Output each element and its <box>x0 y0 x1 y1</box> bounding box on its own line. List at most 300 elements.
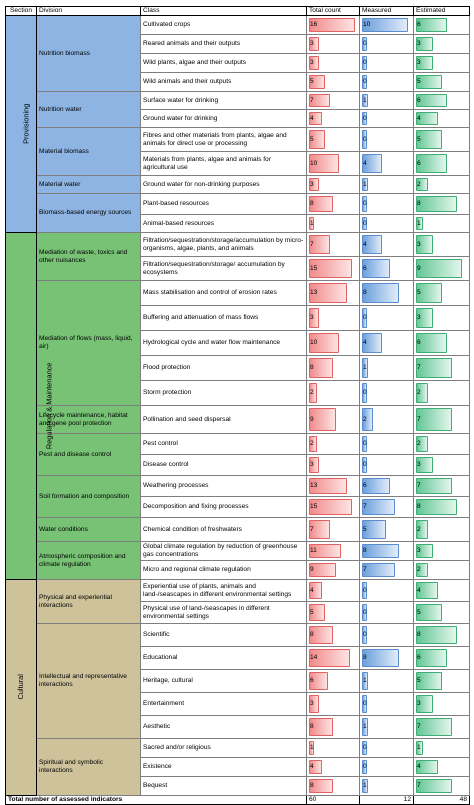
measured-value: 0 <box>363 219 367 227</box>
measured-value: 6 <box>363 482 367 490</box>
estimated-cell <box>414 257 470 281</box>
total-value: 6 <box>310 677 314 685</box>
estimated-value: 7 <box>417 482 421 490</box>
estimated-cell <box>414 16 470 35</box>
estimated-cell <box>414 152 470 176</box>
estimated-value: 3 <box>417 700 421 708</box>
total-cell <box>307 152 360 176</box>
total-value: 1 <box>310 219 314 227</box>
header-section: Section <box>6 7 37 16</box>
estimated-value: 5 <box>417 78 421 86</box>
total-value: 16 <box>310 21 318 29</box>
measured-cell <box>360 356 414 381</box>
estimated-cell <box>414 92 470 110</box>
total-value: 8 <box>310 364 314 372</box>
estimated-cell <box>414 476 470 497</box>
measured-value: 7 <box>363 503 367 511</box>
total-value: 11 <box>310 547 317 555</box>
total-cell <box>307 406 360 434</box>
total-cell <box>307 670 360 693</box>
class-cell: Educational <box>141 647 307 670</box>
measured-value: 0 <box>363 763 367 771</box>
total-cell <box>307 542 360 561</box>
estimated-cell <box>414 406 470 434</box>
measured-cell <box>360 647 414 670</box>
total-cell <box>307 624 360 647</box>
division-cell: Biomass-based energy sources <box>37 194 141 233</box>
division-cell: Material biomass <box>37 128 141 176</box>
estimated-value: 9 <box>417 264 421 272</box>
total-value: 13 <box>310 289 318 297</box>
class-cell: Storm protection <box>141 381 307 406</box>
total-cell <box>307 16 360 35</box>
estimated-cell <box>414 518 470 542</box>
total-value: 10 <box>310 159 318 167</box>
estimated-cell <box>414 381 470 406</box>
measured-cell <box>360 739 414 758</box>
total-cell <box>307 602 360 624</box>
measured-value: 10 <box>363 21 371 29</box>
estimated-cell <box>414 580 470 602</box>
estimated-value: 6 <box>417 654 421 662</box>
total-value: 7 <box>310 525 314 533</box>
estimated-value: 8 <box>417 631 421 639</box>
class-cell: Heritage, cultural <box>141 670 307 693</box>
total-cell <box>307 693 360 716</box>
estimated-cell <box>414 176 470 194</box>
measured-value: 0 <box>363 40 367 48</box>
total-cell <box>307 381 360 406</box>
total-value: 9 <box>310 566 314 574</box>
measured-value: 1 <box>363 677 367 685</box>
division-cell: Intellectual and representative interactions <box>37 624 141 739</box>
measured-value: 0 <box>363 200 367 208</box>
total-value: 13 <box>310 482 318 490</box>
division-cell: Mediation of waste, toxics and other nuisances <box>37 233 141 281</box>
total-value: 3 <box>310 59 314 67</box>
indicator-table <box>5 6 470 805</box>
measured-cell <box>360 476 414 497</box>
measured-cell <box>360 716 414 739</box>
total-value: 8 <box>310 782 314 790</box>
class-cell: Disease control <box>141 455 307 476</box>
header-class: Class <box>141 7 307 16</box>
measured-value: 5 <box>363 525 367 533</box>
estimated-cell <box>414 455 470 476</box>
total-value: 8 <box>310 723 314 731</box>
class-cell: Aesthetic <box>141 716 307 739</box>
table-row <box>6 406 470 434</box>
class-cell: Cultivated crops <box>141 16 307 35</box>
measured-value: 0 <box>363 135 367 143</box>
total-row <box>6 796 470 805</box>
estimated-cell <box>414 670 470 693</box>
measured-value: 0 <box>363 114 367 122</box>
division-cell: Nutrition water <box>37 92 141 128</box>
total-value: 14 <box>310 654 318 662</box>
estimated-value: 8 <box>417 503 421 511</box>
total-value: 7 <box>310 240 314 248</box>
class-cell: Ground water for drinking <box>141 110 307 128</box>
estimated-value: 5 <box>417 135 421 143</box>
table-row <box>6 476 470 497</box>
estimated-value: 5 <box>417 289 421 297</box>
measured-value: 0 <box>363 608 367 616</box>
section-label: Provisioning <box>21 103 31 144</box>
measured-cell <box>360 306 414 331</box>
estimated-cell <box>414 497 470 518</box>
measured-cell <box>360 128 414 152</box>
total-cell <box>307 476 360 497</box>
class-cell: Materials from plants, algae and animals for agricultural use <box>141 152 307 176</box>
measured-cell <box>360 758 414 777</box>
estimated-cell <box>414 434 470 455</box>
estimated-bar <box>416 478 452 494</box>
class-cell: Entertainment <box>141 693 307 716</box>
total-cell <box>307 110 360 128</box>
table-row <box>6 580 470 602</box>
table-row <box>6 542 470 561</box>
measured-value: 8 <box>363 654 367 662</box>
measured-value: 1 <box>363 180 367 188</box>
class-cell: Fibres and other materials from plants, algae and animals for direct use or processing <box>141 128 307 152</box>
measured-cell <box>360 624 414 647</box>
estimated-bar <box>416 499 457 515</box>
table-row <box>6 16 470 35</box>
class-cell: Micro and regional climate regulation <box>141 561 307 580</box>
measured-cell <box>360 602 414 624</box>
section-label: Cultural <box>16 674 26 700</box>
division-cell: Water conditions <box>37 518 141 542</box>
estimated-bar <box>416 718 452 736</box>
class-cell: Flood protection <box>141 356 307 381</box>
measured-value: 0 <box>363 700 367 708</box>
estimated-value: 5 <box>417 677 421 685</box>
measured-cell <box>360 381 414 406</box>
measured-cell <box>360 35 414 54</box>
division-cell: Material water <box>37 176 141 194</box>
table-row <box>6 233 470 257</box>
total-value: 8 <box>310 631 314 639</box>
estimated-value: 5 <box>417 608 421 616</box>
estimated-cell <box>414 73 470 92</box>
table-row <box>6 281 470 306</box>
division-cell: Lifecycle maintenance, habitat and gene pool protection <box>37 406 141 434</box>
total-cell <box>307 580 360 602</box>
estimated-cell <box>414 758 470 777</box>
measured-cell <box>360 406 414 434</box>
class-cell: Wild animals and their outputs <box>141 73 307 92</box>
class-cell: Decomposition and fixing processes <box>141 497 307 518</box>
total-value: 15 <box>310 264 318 272</box>
estimated-value: 4 <box>417 763 421 771</box>
measured-bar <box>362 283 399 303</box>
class-cell: Surface water for drinking <box>141 92 307 110</box>
estimated-value: 3 <box>417 461 421 469</box>
class-cell: Weathering processes <box>141 476 307 497</box>
measured-cell <box>360 281 414 306</box>
estimated-cell <box>414 128 470 152</box>
header-estimated: Estimated <box>414 7 470 16</box>
measured-bar <box>362 649 399 667</box>
class-cell: Existence <box>141 758 307 777</box>
total-value: 3 <box>310 700 314 708</box>
measured-cell <box>360 455 414 476</box>
total-value: 5 <box>310 135 314 143</box>
total-cell <box>307 356 360 381</box>
measured-cell <box>360 152 414 176</box>
class-cell: Pollination and seed dispersal <box>141 406 307 434</box>
division-cell: Spiritual and symbolic interactions <box>37 739 141 796</box>
total-cell <box>307 257 360 281</box>
measured-value: 8 <box>363 289 367 297</box>
total-value: 2 <box>310 440 314 448</box>
measured-cell <box>360 16 414 35</box>
total-value: 4 <box>310 586 314 594</box>
estimated-cell <box>414 542 470 561</box>
class-cell: Mass stabilisation and control of erosion rates <box>141 281 307 306</box>
table-row <box>6 739 470 758</box>
estimated-value: 3 <box>417 547 421 555</box>
measured-cell <box>360 497 414 518</box>
total-cell <box>307 281 360 306</box>
total-cell <box>307 54 360 73</box>
estimated-value: 3 <box>417 240 421 248</box>
division-cell: Physical and experiential interactions <box>37 580 141 624</box>
measured-value: 4 <box>363 339 367 347</box>
estimated-value: 4 <box>417 114 421 122</box>
total-cell <box>307 497 360 518</box>
measured-value: 0 <box>363 461 367 469</box>
measured-cell <box>360 331 414 356</box>
measured-bar <box>362 544 399 558</box>
estimated-cell <box>414 233 470 257</box>
class-cell: Buffering and attenuation of mass flows <box>141 306 307 331</box>
class-cell: Scientific <box>141 624 307 647</box>
total-cell <box>307 128 360 152</box>
class-cell: Reared animals and their outputs <box>141 35 307 54</box>
class-cell: Global climate regulation by reduction of greenhouse gas concentrations <box>141 542 307 561</box>
measured-cell <box>360 542 414 561</box>
class-cell: Plant-based resources <box>141 194 307 215</box>
header-division: Division <box>37 7 141 16</box>
estimated-cell <box>414 693 470 716</box>
estimated-bar <box>416 626 457 644</box>
measured-value: 1 <box>363 782 367 790</box>
total-cell <box>307 92 360 110</box>
total-cell <box>307 194 360 215</box>
total-cell <box>307 561 360 580</box>
total-value: 15 <box>310 503 318 511</box>
total-value: 4 <box>310 763 314 771</box>
total-value: 4 <box>310 114 314 122</box>
estimated-cell <box>414 215 470 233</box>
estimated-value: 2 <box>417 180 421 188</box>
total-cell <box>307 35 360 54</box>
estimated-cell <box>414 54 470 73</box>
total-cell <box>307 647 360 670</box>
measured-cell <box>360 110 414 128</box>
total-value: 3 <box>310 461 314 469</box>
total-value: 3 <box>310 180 314 188</box>
estimated-cell <box>414 561 470 580</box>
class-cell: Hydrological cycle and water flow maintenance <box>141 331 307 356</box>
total-cell <box>307 233 360 257</box>
total-cell <box>307 176 360 194</box>
class-cell: Animal-based resources <box>141 215 307 233</box>
division-cell: Atmospheric composition and climate regulation <box>37 542 141 580</box>
estimated-cell <box>414 356 470 381</box>
estimated-cell <box>414 602 470 624</box>
total-value: 10 <box>310 339 318 347</box>
estimated-cell <box>414 35 470 54</box>
measured-cell <box>360 518 414 542</box>
total-value: 5 <box>310 608 314 616</box>
estimated-value: 3 <box>417 314 421 322</box>
table-row <box>6 518 470 542</box>
estimated-value: 2 <box>417 440 421 448</box>
estimated-value: 7 <box>417 723 421 731</box>
measured-cell <box>360 215 414 233</box>
class-cell: Experiential use of plants, animals and land-/seascapes in different environmental settings <box>141 580 307 602</box>
measured-value: 6 <box>363 264 367 272</box>
measured-cell <box>360 561 414 580</box>
section-cell <box>6 16 37 233</box>
measured-value: 0 <box>363 440 367 448</box>
measured-cell <box>360 693 414 716</box>
estimated-cell <box>414 777 470 796</box>
measured-value: 4 <box>363 159 367 167</box>
table-row <box>6 176 470 194</box>
estimated-value: 8 <box>417 200 421 208</box>
measured-cell <box>360 176 414 194</box>
total-cell <box>307 306 360 331</box>
division-cell: Pest and disease control <box>37 434 141 476</box>
measured-cell <box>360 73 414 92</box>
total-measured-value: 12 <box>360 796 414 805</box>
header-total-count: Total count <box>307 7 360 16</box>
estimated-value: 3 <box>417 40 421 48</box>
header-row <box>6 7 470 16</box>
measured-cell <box>360 92 414 110</box>
measured-value: 0 <box>363 586 367 594</box>
estimated-bar <box>416 196 457 212</box>
measured-value: 4 <box>363 240 367 248</box>
measured-value: 1 <box>363 96 367 104</box>
estimated-value: 6 <box>417 96 421 104</box>
measured-value: 0 <box>363 314 367 322</box>
estimated-cell <box>414 281 470 306</box>
estimated-bar <box>416 408 452 431</box>
estimated-value: 6 <box>417 21 421 29</box>
division-cell: Soil formation and composition <box>37 476 141 518</box>
estimated-value: 6 <box>417 339 421 347</box>
measured-cell <box>360 434 414 455</box>
total-cell <box>307 777 360 796</box>
estimated-cell <box>414 716 470 739</box>
total-cell <box>307 73 360 92</box>
total-label: Total number of assessed indicators <box>6 796 307 805</box>
estimated-value: 2 <box>417 525 421 533</box>
class-cell: Ground water for non-drinking purposes <box>141 176 307 194</box>
estimated-cell <box>414 624 470 647</box>
total-value: 2 <box>310 389 314 397</box>
estimated-cell <box>414 647 470 670</box>
estimated-bar <box>416 259 462 278</box>
estimated-cell <box>414 739 470 758</box>
estimated-value: 1 <box>417 219 421 227</box>
measured-cell <box>360 194 414 215</box>
measured-value: 7 <box>363 566 367 574</box>
total-cell <box>307 215 360 233</box>
division-cell: Nutrition biomass <box>37 16 141 92</box>
estimated-bar <box>416 358 452 378</box>
section-label: Regulation & Maintenance <box>44 362 54 449</box>
measured-value: 0 <box>363 59 367 67</box>
measured-value: 2 <box>363 415 367 423</box>
estimated-value: 1 <box>417 744 421 752</box>
total-value: 7 <box>310 96 314 104</box>
table-row <box>6 434 470 455</box>
table-row <box>6 92 470 110</box>
division-cell: Mediation of flows (mass, liquid, air) <box>37 281 141 406</box>
header-measured: Measured <box>360 7 414 16</box>
estimated-bar <box>416 779 452 793</box>
total-value: 3 <box>310 314 314 322</box>
class-cell: Pest control <box>141 434 307 455</box>
measured-cell <box>360 233 414 257</box>
measured-cell <box>360 777 414 796</box>
total-cell <box>307 455 360 476</box>
class-cell: Filtration/sequestration/storage/accumulation by micro-organisms, algae, plants, and animals <box>141 233 307 257</box>
estimated-value: 7 <box>417 364 421 372</box>
estimated-value: 7 <box>417 415 421 423</box>
estimated-value: 7 <box>417 782 421 790</box>
total-value: 5 <box>310 78 314 86</box>
estimated-value: 6 <box>417 159 421 167</box>
class-cell: Wild plants, algae and their outputs <box>141 54 307 73</box>
measured-value: 1 <box>363 723 367 731</box>
total-estimated-value: 48 <box>414 796 470 805</box>
estimated-value: 4 <box>417 586 421 594</box>
total-cell <box>307 518 360 542</box>
total-count-value: 60 <box>307 796 360 805</box>
measured-value: 1 <box>363 364 367 372</box>
total-value: 9 <box>310 415 314 423</box>
total-cell <box>307 758 360 777</box>
measured-value: 0 <box>363 631 367 639</box>
total-cell <box>307 739 360 758</box>
total-cell <box>307 716 360 739</box>
total-cell <box>307 331 360 356</box>
table-row <box>6 128 470 152</box>
class-cell: Sacred and/or religious <box>141 739 307 758</box>
total-value: 8 <box>310 200 314 208</box>
total-cell <box>307 434 360 455</box>
section-cell <box>6 233 54 580</box>
measured-cell <box>360 670 414 693</box>
class-cell: Bequest <box>141 777 307 796</box>
estimated-value: 2 <box>417 566 421 574</box>
table-row <box>6 624 470 647</box>
estimated-value: 3 <box>417 59 421 67</box>
estimated-cell <box>414 194 470 215</box>
measured-cell <box>360 580 414 602</box>
section-cell <box>6 580 37 796</box>
estimated-cell <box>414 306 470 331</box>
measured-cell <box>360 257 414 281</box>
total-value: 1 <box>310 744 314 752</box>
